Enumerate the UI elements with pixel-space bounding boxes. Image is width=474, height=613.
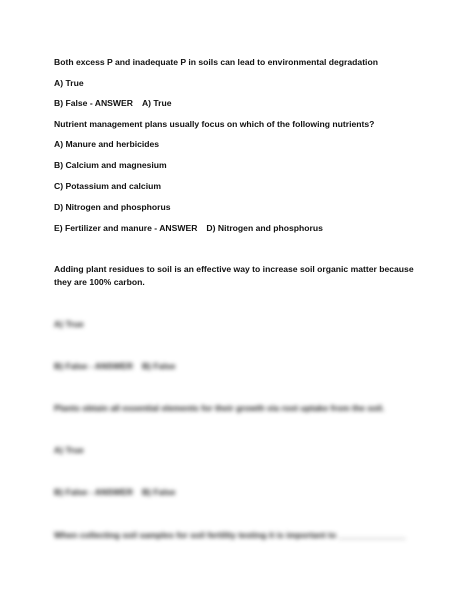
question-1: Both excess P and inadequate P in soils can lead to environmental degradation — [54, 57, 378, 67]
answer-option: E) Fertilizer and manure - ANSWER — [54, 223, 198, 233]
option-a: A) Manure and herbicides — [54, 139, 160, 149]
blurred-option-a: A) True — [54, 319, 84, 329]
blurred-answer-option: B) False - ANSWER — [54, 361, 133, 371]
option-d: D) Nitrogen and phosphorus — [54, 202, 171, 212]
answer-value: A) True — [141, 98, 172, 108]
answer-value: D) Nitrogen and phosphorus — [206, 223, 323, 233]
answer-line-1 — [54, 97, 172, 109]
blurred-question-2: When collecting soil samples for soil fertility testing it is important to ______________ — [54, 530, 406, 540]
blurred-question: Plants obtain all essential elements for their growth via root uptake from the soil. — [54, 403, 385, 413]
question-2: Nutrient management plans usually focus on which of the following nutrients? — [54, 119, 375, 129]
option-a-true: A) True — [54, 78, 84, 88]
blurred-answer-line-2 — [54, 486, 175, 498]
blurred-answer-value: B) False — [141, 487, 176, 497]
answer-option: B) False - ANSWER — [54, 98, 133, 108]
blurred-option-a-2: A) True — [54, 445, 84, 455]
answer-line-2 — [54, 222, 323, 234]
blurred-answer-option: B) False - ANSWER — [54, 487, 133, 497]
option-c: C) Potassium and calcium — [54, 181, 161, 191]
option-b: B) Calcium and magnesium — [54, 160, 167, 170]
blurred-answer-line — [54, 360, 175, 372]
blurred-answer-value: B) False — [141, 361, 176, 371]
question-3: Adding plant residues to soil is an effective way to increase soil organic matter because they are 100% carbon. — [54, 264, 414, 287]
